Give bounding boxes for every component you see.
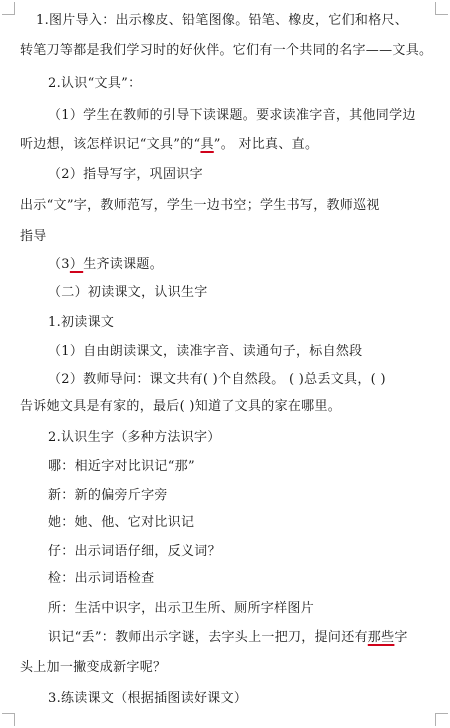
- text-line: [48, 257, 163, 273]
- text-line: [48, 285, 208, 301]
- text-segment: 所：生活中识字，出示卫生所、厕所字样图片: [48, 601, 315, 616]
- text-segment: 2.认识生字（多种方法识字）: [48, 430, 221, 445]
- text-line: [20, 399, 341, 415]
- text-segment: 哪：相近字对比识记“那”: [48, 459, 195, 474]
- text-segment: （1）学生在教师的引导下读课题。要求读准字音，其他同学边: [48, 108, 416, 123]
- text-segment: 新：新的偏旁斤字旁: [48, 488, 168, 503]
- text-line: [48, 315, 114, 331]
- text-segment: 告诉她文具是有家的，最后( )知道了文具的家在哪里。: [20, 399, 342, 414]
- text-segment: （3: [48, 257, 70, 272]
- underlined-text: 具: [200, 137, 214, 152]
- text-segment: 1.图片导入：出示橡皮、铅笔图像。铅笔、橡皮，它们和格尺、: [36, 13, 409, 28]
- text-line: [48, 691, 247, 707]
- text-line: [48, 372, 386, 388]
- page-corner-mark: [2, 713, 15, 726]
- text-segment: 仔：出示词语仔细，反义词？: [48, 544, 221, 559]
- text-line: [20, 137, 318, 153]
- text-segment: 转笔刀等都是我们学习时的好伙伴。它们有一个共同的名字——文具。: [20, 43, 433, 58]
- underlined-text: 那些: [367, 630, 395, 645]
- text-line: [48, 630, 408, 646]
- text-line: [48, 167, 203, 183]
- text-segment: 3.练读课文（根据插图读好课文）: [48, 691, 248, 706]
- text-segment: 1.初读课文: [48, 315, 115, 330]
- text-line: [48, 515, 194, 531]
- underlined-text: ）: [69, 257, 84, 272]
- text-segment: （1）自由朗读课文，读准字音、读通句子，标自然段: [48, 344, 363, 359]
- text-line: [20, 660, 166, 676]
- text-segment: 指导: [20, 229, 47, 244]
- text-segment: （2）教师导问：课文共有( )个自然段。 ( )总丢文具，( ): [48, 372, 386, 387]
- page-corner-mark: [435, 2, 448, 15]
- text-line: [48, 601, 314, 617]
- text-line: [48, 459, 195, 475]
- text-segment: （二）初读课文，认识生字: [48, 285, 208, 300]
- text-segment: 检：出示词语检查: [48, 571, 155, 586]
- text-line: [48, 430, 221, 446]
- text-line: [20, 229, 47, 245]
- text-segment: （2）指导写字，巩固识字: [48, 167, 203, 182]
- text-line: [48, 544, 221, 560]
- page-corner-mark: [435, 713, 448, 726]
- text-line: [48, 344, 362, 360]
- text-line: [48, 108, 416, 124]
- text-line: [48, 488, 168, 504]
- text-segment: 识记“丢”：教师出示字谜，去字头上一把刀，提问还有: [48, 630, 368, 645]
- text-segment: 生齐读课题。: [83, 257, 163, 272]
- text-segment: ”。 对比真、直。: [213, 137, 319, 152]
- text-segment: 2.认识“文具”：: [48, 76, 142, 91]
- text-line: [36, 13, 408, 29]
- text-segment: 头上加一撇变成新字呢？: [20, 660, 167, 675]
- text-line: [48, 76, 141, 92]
- page-corner-mark: [2, 2, 15, 15]
- text-line: [48, 571, 154, 587]
- text-segment: 字: [394, 630, 408, 645]
- text-segment: 听边想，该怎样识记“文具”的“: [20, 137, 201, 152]
- text-line: [20, 198, 380, 214]
- text-line: [20, 43, 432, 59]
- text-segment: 她：她、他、它对比识记: [48, 515, 195, 530]
- text-segment: 出示“文”字，教师范写，学生一边书空；学生书写，教师巡视: [20, 198, 380, 213]
